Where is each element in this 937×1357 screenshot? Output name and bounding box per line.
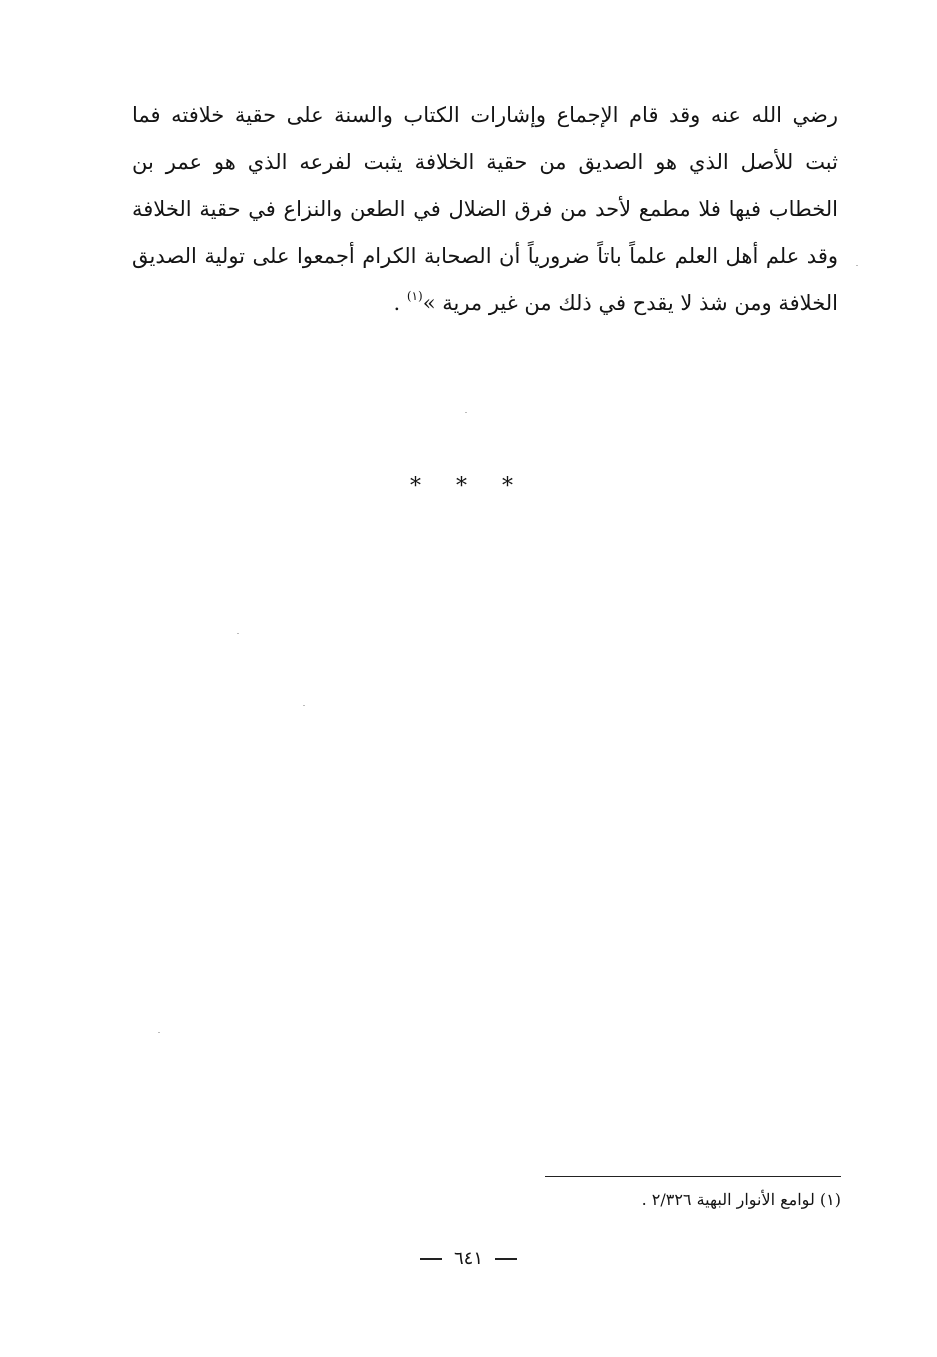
scan-speck [303, 705, 305, 706]
body-line-1-text: رضي الله عنه وقد قام الإجماع وإشارات الكتاب والسنة على حقية خلافته فما [132, 103, 838, 127]
body-line-5-text [393, 280, 838, 327]
section-separator: * * * [410, 474, 527, 499]
scan-speck [856, 265, 858, 266]
page-number-dash-right [495, 1258, 517, 1260]
body-line-2-text: ثبت للأصل الذي هو الصديق من حقية الخلافة يثبت لفرعه الذي هو عمر بن [132, 150, 838, 174]
page-number-dash-left [420, 1258, 442, 1260]
body-paragraph [132, 92, 838, 327]
page-number-value: ٦٤١ [453, 1248, 483, 1269]
end-punctuation: . [393, 291, 401, 315]
body-line-4-text: وقد علم أهل العلم علماً باتاً ضرورياً أن الصحابة الكرام أجمعوا على تولية الصديق [132, 244, 838, 268]
body-line-5 [132, 280, 838, 327]
page-number [0, 1248, 937, 1269]
scan-speck [237, 633, 239, 634]
body-line-1 [132, 92, 838, 139]
footnote-divider [545, 1176, 841, 1177]
body-line-3 [132, 186, 838, 233]
body-line-5-content: الخلافة ومن شذ لا يقدح في ذلك من غير مرية » [422, 291, 838, 315]
scan-speck [465, 412, 467, 413]
body-line-4 [132, 233, 838, 280]
footnote: (١) لوامع الأنوار البهية ٢/٣٢٦ . [641, 1190, 841, 1209]
footnote-reference: (١) [406, 289, 423, 303]
body-line-3-text: الخطاب فيها فلا مطمع لأحد من فرق الضلال في الطعن والنزاع في حقية الخلافة [132, 197, 838, 221]
scan-speck [158, 1032, 160, 1033]
body-line-2 [132, 139, 838, 186]
